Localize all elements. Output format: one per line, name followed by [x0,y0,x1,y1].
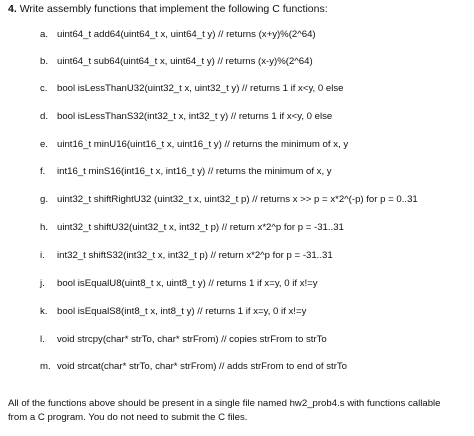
question-heading [8,2,328,16]
item-text: uint64_t add64(uint64_t x, uint64_t y) // returns (x+y)%(2^64) [57,29,316,40]
item-marker: h. [40,222,49,233]
item-marker: m. [40,361,51,372]
item-marker: c. [40,83,48,94]
item-text: bool isLessThanU32(uint32_t x, uint32_t y) // returns 1 if x<y, 0 else [57,83,344,94]
item-text: uint32_t shiftRightU32 (uint32_t x, uint32_t p) // returns x >> p = x*2^(-p) for p = 0..31 [57,194,418,205]
item-marker: e. [40,139,49,150]
item-marker: d. [40,111,49,122]
item-marker: g. [40,194,49,205]
item-text: bool isEqualS8(int8_t x, int8_t y) // returns 1 if x=y, 0 if x!=y [57,306,307,317]
instructions-paragraph [8,397,468,425]
item-marker: i. [40,250,45,261]
item-text: int32_t shiftS32(int32_t x, int32_t p) // return x*2^p for p = -31..31 [57,250,333,261]
item-marker: f. [40,166,46,177]
instructions-line-1: All of the functions above should be present in a single file named hw2_prob4.s with functions callable [8,398,441,409]
item-marker: l. [40,334,45,345]
item-text: bool isEqualU8(uint8_t x, uint8_t y) // returns 1 if x=y, 0 if x!=y [57,278,318,289]
item-text: int16_t minS16(int16_t x, int16_t y) // returns the minimum of x, y [57,166,332,177]
item-text: bool isLessThanS32(int32_t x, int32_t y) // returns 1 if x<y, 0 else [57,111,333,122]
item-text: uint64_t sub64(uint64_t x, uint64_t y) // returns (x-y)%(2^64) [57,56,313,67]
item-text: void strcpy(char* strTo, char* strFrom) // copies strFrom to strTo [57,334,327,345]
item-text: void strcat(char* strTo, char* strFrom) // adds strFrom to end of strTo [57,361,348,372]
item-text: uint16_t minU16(uint16_t x, uint16_t y) // returns the minimum of x, y [57,139,349,150]
item-text: uint32_t shiftU32(uint32_t x, int32_t p) // return x*2^p for p = -31..31 [57,222,344,233]
question-title: Write assembly functions that implement the following C functions: [19,3,328,15]
item-marker: b. [40,56,49,67]
item-marker: j. [40,278,45,289]
item-marker: a. [40,29,49,40]
item-marker: k. [40,306,48,317]
instructions-line-2: from a C program. You do not need to submit the C files. [8,412,248,423]
question-number: 4. [8,3,17,15]
